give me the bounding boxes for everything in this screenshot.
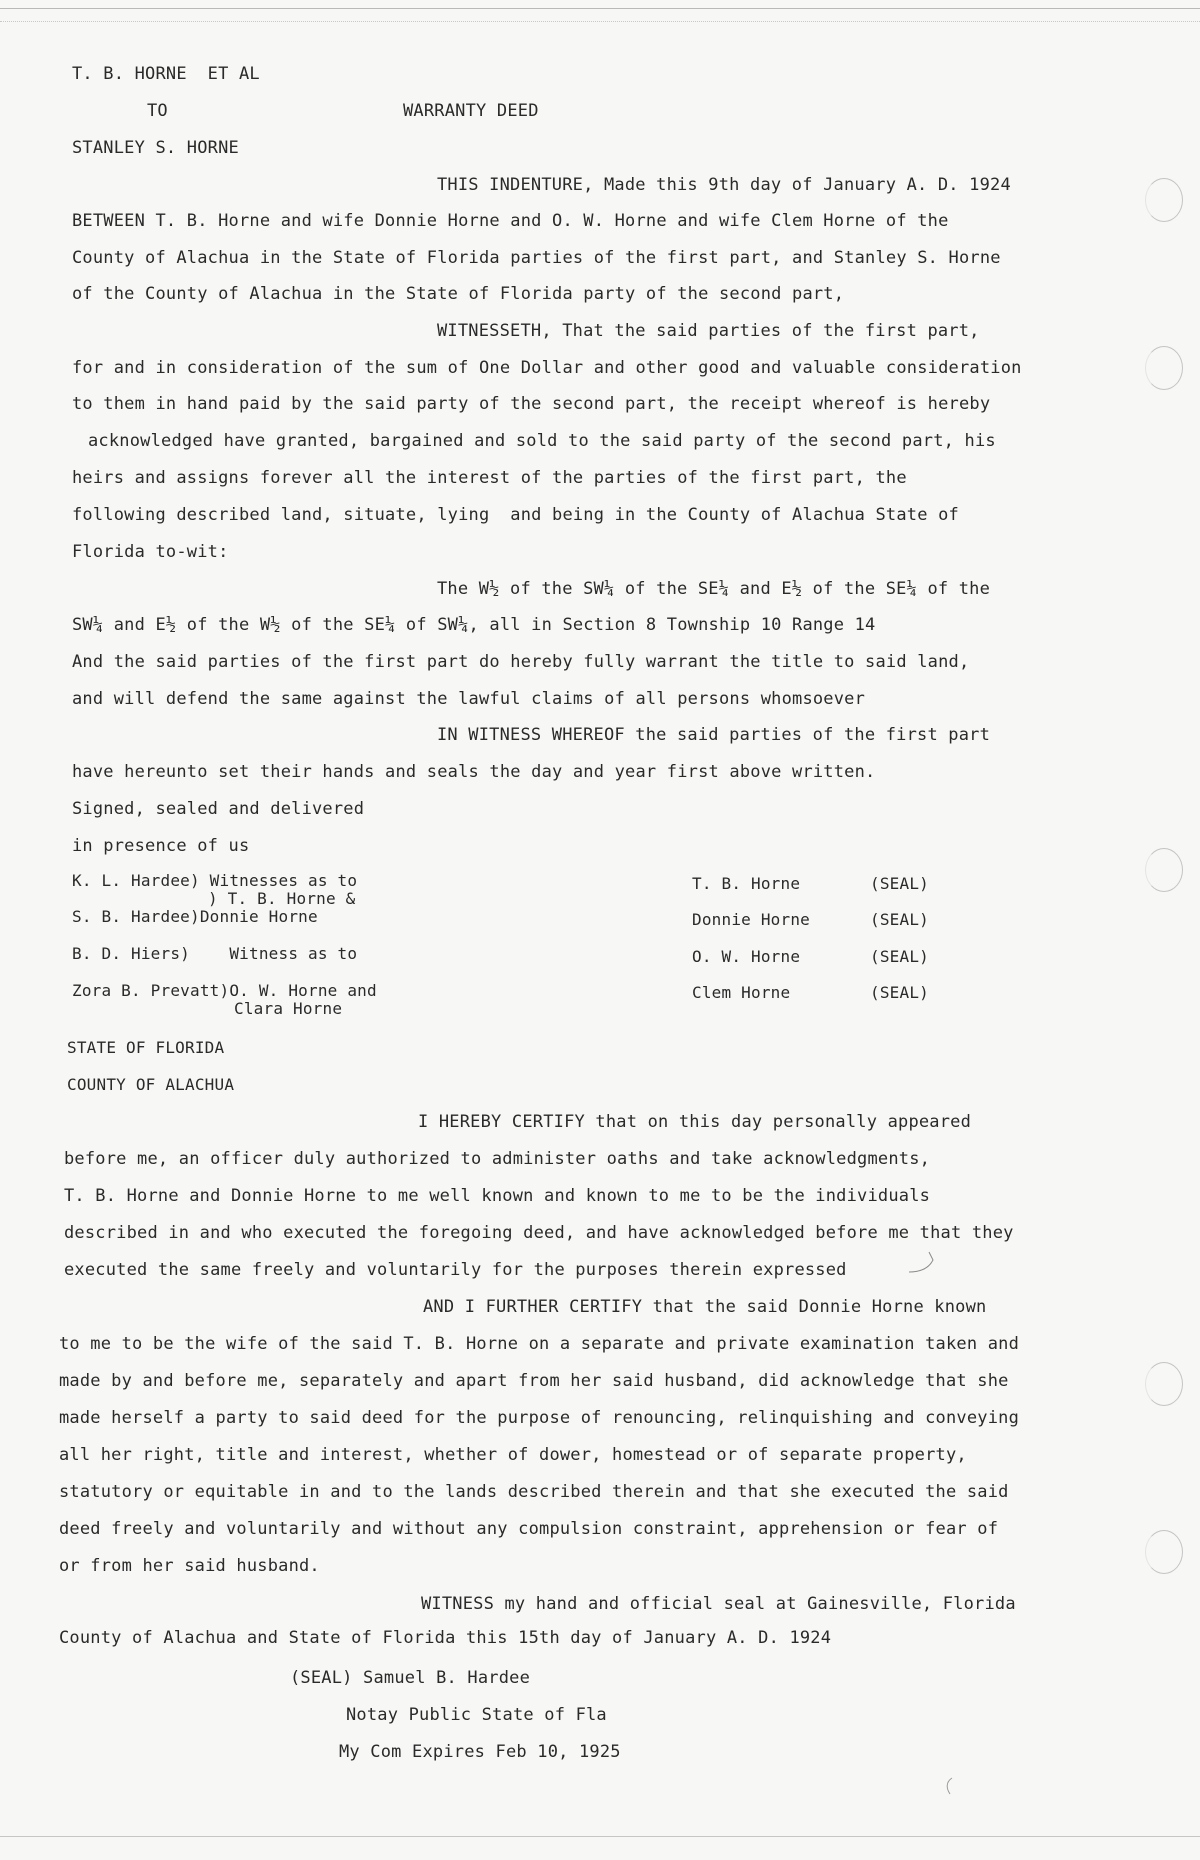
document-type: WARRANTY DEED — [403, 101, 539, 121]
notary-commission: My Com Expires Feb 10, 1925 — [339, 1742, 621, 1762]
ack-line: to me to be the wife of the said T. B. Horne on a separate and private examination taken and — [59, 1334, 1020, 1354]
ack-line: all her right, title and interest, whether of dower, homestead or of separate property, — [59, 1445, 967, 1465]
ack-line: made by and before me, separately and apart from her said husband, did acknowledge that she — [59, 1371, 1009, 1391]
signatory-name: T. B. Horne — [692, 874, 801, 893]
ack-line: before me, an officer duly authorized to administer oaths and take acknowledgments, — [64, 1149, 931, 1169]
seal-mark: (SEAL) — [870, 983, 929, 1002]
signatory-name: Clem Horne — [692, 983, 791, 1002]
bottom-rule — [0, 1836, 1200, 1837]
land-description-line: The W½ of the SW¼ of the SE¼ and E½ of the SE¼ of the — [437, 579, 991, 599]
seal-mark: (SEAL) — [870, 947, 929, 966]
body-line: Signed, sealed and delivered — [72, 799, 365, 819]
body-line: WITNESSETH, That the said parties of the first part, — [437, 321, 980, 341]
body-line: IN WITNESS WHEREOF the said parties of the first part — [437, 725, 991, 745]
binder-hole-icon — [1145, 848, 1183, 892]
seal-mark: (SEAL) — [870, 874, 929, 893]
witness-line: Zora B. Prevatt)O. W. Horne and — [72, 981, 377, 1000]
ack-line: County of Alachua and State of Florida this 15th day of January A. D. 1924 — [59, 1628, 832, 1648]
body-line: BETWEEN T. B. Horne and wife Donnie Horne and O. W. Horne and wife Clem Horne of the — [72, 211, 949, 231]
body-line: have hereunto set their hands and seals the day and year first above written. — [72, 762, 876, 782]
venue-state: STATE OF FLORIDA — [67, 1038, 225, 1057]
ack-line: AND I FURTHER CERTIFY that the said Donnie Horne known — [423, 1297, 987, 1317]
body-line: for and in consideration of the sum of One Dollar and other good and valuable consideration — [72, 358, 1022, 378]
notary-title: Notay Public State of Fla — [346, 1705, 607, 1725]
ack-line: described in and who executed the foregoing deed, and have acknowledged before me that they — [64, 1223, 1014, 1243]
witness-line: Clara Horne — [234, 999, 343, 1018]
ack-line: or from her said husband. — [59, 1556, 320, 1576]
grantee-line: STANLEY S. HORNE — [72, 138, 239, 158]
pen-mark-icon — [940, 1776, 960, 1798]
ack-line: I HEREBY CERTIFY that on this day personally appeared — [418, 1112, 972, 1132]
witness-line: B. D. Hiers) Witness as to — [72, 944, 358, 963]
venue-county: COUNTY OF ALACHUA — [67, 1075, 235, 1094]
witness-line: S. B. Hardee)Donnie Horne — [72, 907, 318, 926]
notary-name: (SEAL) Samuel B. Hardee — [290, 1668, 531, 1688]
ack-line: made herself a party to said deed for the purpose of renouncing, relinquishing and conveying — [59, 1408, 1020, 1428]
grantor-line: T. B. HORNE ET AL — [72, 64, 260, 84]
body-line: in presence of us — [72, 836, 250, 856]
signatory-name: O. W. Horne — [692, 947, 801, 966]
ack-line: executed the same freely and voluntarily for the purposes therein expressed — [64, 1260, 847, 1280]
pen-mark-icon — [905, 1248, 945, 1278]
body-line: of the County of Alachua in the State of Florida party of the second part, — [72, 284, 845, 304]
body-line: to them in hand paid by the said party of the second part, the receipt whereof is hereby — [72, 394, 991, 414]
top-rule — [0, 8, 1200, 9]
body-line: Florida to-wit: — [72, 542, 229, 562]
land-description-line: SW¼ and E½ of the W½ of the SE¼ of SW¼, all in Section 8 Township 10 Range 14 — [72, 615, 876, 635]
binder-hole-icon — [1145, 346, 1183, 390]
witness-line: K. L. Hardee) Witnesses as to — [72, 871, 358, 890]
signatory-name: Donnie Horne — [692, 910, 810, 929]
body-line: acknowledged have granted, bargained and sold to the said party of the second part, his — [88, 431, 996, 451]
ack-line: statutory or equitable in and to the lands described therein and that she executed the said — [59, 1482, 1009, 1502]
ack-line: T. B. Horne and Donnie Horne to me well known and known to me to be the individuals — [64, 1186, 931, 1206]
binder-hole-icon — [1145, 1530, 1183, 1574]
body-line: following described land, situate, lying and being in the County of Alachua State of — [72, 505, 959, 525]
seal-mark: (SEAL) — [870, 910, 929, 929]
body-line: and will defend the same against the lawful claims of all persons whomsoever — [72, 689, 866, 709]
top-dotted-rule — [0, 21, 1200, 22]
to-line: TO — [147, 101, 168, 121]
body-line: heirs and assigns forever all the interest of the parties of the first part, the — [72, 468, 907, 488]
body-line: THIS INDENTURE, Made this 9th day of January A. D. 1924 — [437, 175, 1011, 195]
ack-line: WITNESS my hand and official seal at Gainesville, Florida — [421, 1594, 1016, 1614]
binder-hole-icon — [1145, 178, 1183, 222]
witness-line: ) T. B. Horne & — [208, 889, 356, 908]
ack-line: deed freely and voluntarily and without any compulsion constraint, apprehension or fear of — [59, 1519, 999, 1539]
body-line: And the said parties of the first part do hereby fully warrant the title to said land, — [72, 652, 970, 672]
binder-hole-icon — [1145, 1362, 1183, 1406]
body-line: County of Alachua in the State of Florida parties of the first part, and Stanley S. Horne — [72, 248, 1001, 268]
